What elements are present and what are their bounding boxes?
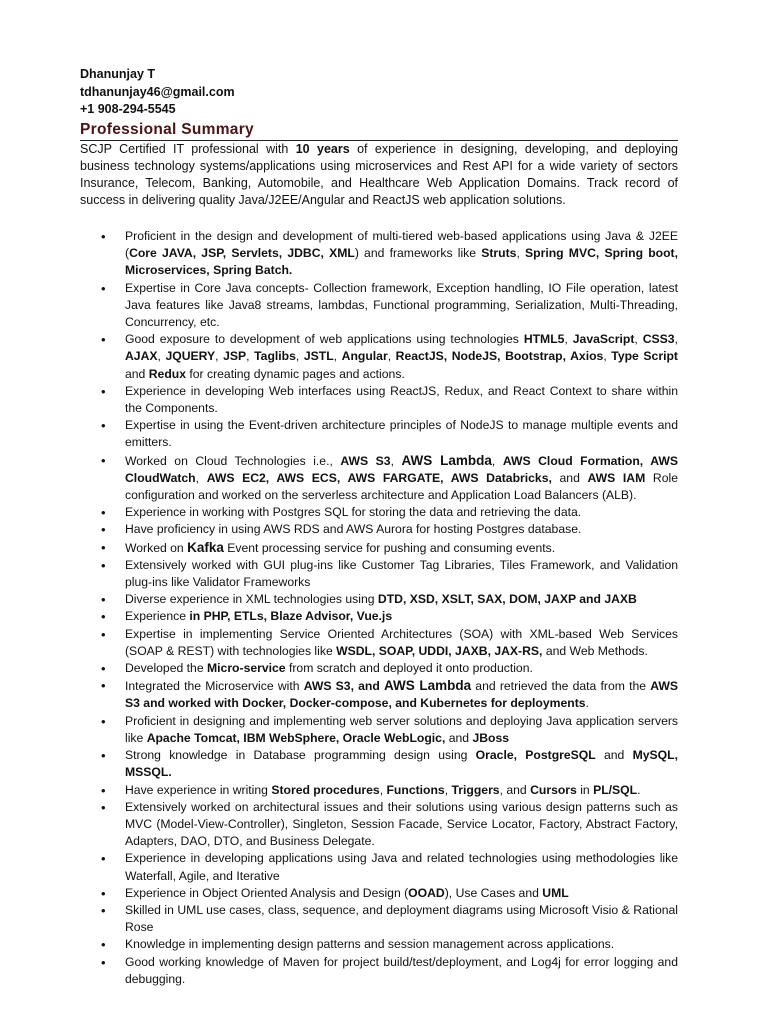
text: Experience in working with Postgres SQL for storing the data and retrieving the data. [125,505,582,520]
text: , [246,349,255,364]
text: Knowledge in implementing design patterns and session management across applications. [125,937,615,952]
bold-text: JSP [223,349,247,364]
text: Developed the [125,661,207,676]
bold-text: Stored procedures [271,782,380,797]
text: , [379,782,387,797]
text: and [125,366,149,381]
bold-text: JBoss [472,730,510,745]
bullet-item [80,782,678,799]
bold-text: Struts [481,246,517,261]
bold-text: CSS3 [642,332,675,347]
section-heading-professional-summary: Professional Summary [80,120,678,141]
candidate-email: tdhanunjay46@gmail.com [80,84,235,99]
text: , [444,782,452,797]
bold-text: DTD, XSD, XSLT, SAX, DOM, JAXP and JAXB [377,592,637,607]
text: Expertise in Core Java concepts- Collection framework, Exception handling, IO File operation, latest Java features like Java8 streams, lambdas, Functional programming, Serialization, Multi-Threading, Concurrency, etc. [125,280,678,330]
candidate-name: Dhanunjay T [80,67,156,81]
bold-text: JSTL [303,349,334,364]
text: ), Use Cases and [444,885,543,900]
bullet-item [80,228,678,280]
bullet-item [80,902,678,936]
bold-text: MySQL, MSSQL. [125,748,678,780]
contact-block [80,66,235,119]
bullet-item [80,417,678,451]
bold-text: AWS EC2, AWS ECS, AWS FARGATE, AWS Databricks, [206,470,552,485]
text: and retrieved the data from the [471,679,651,694]
text: , [674,332,678,347]
bullet-item [80,280,678,332]
text: , [390,453,402,468]
text: Expertise in using the Event-driven architecture principles of NodeJS to manage multiple events and emitters. [125,418,678,450]
text: of experience in designing, developing, and deploying business technology systems/applications using microservices and Rest API for a wide variety of sectors Insurance, Telecom, Banking, Automobile, and Healthcare Web Application Domains. Track record of success in delivering quality Java/J2EE/Angular and ReactJS web application solutions. [80,142,678,207]
bullet-item [80,850,678,884]
bullet-item [80,608,678,625]
text: Have experience in writing [125,782,272,797]
text: . [585,696,589,711]
bold-text: Angular [341,349,388,364]
text: Experience [125,609,190,624]
bold-text: in PHP, ETLs, Blaze Advisor, Vue.js [189,609,393,624]
text: Diverse experience in XML technologies using [125,592,378,607]
bold-text: Taglibs [254,349,296,364]
bold-text: UML [542,885,569,900]
bold-text: Micro-service [207,661,286,676]
bold-text: PL/SQL [593,782,638,797]
bullet-item [80,799,678,851]
text: Good working knowledge of Maven for project build/test/deployment, and Log4j for error logging and debugging. [125,954,678,986]
text: , [634,332,643,347]
candidate-phone: +1 908-294-5545 [80,102,176,116]
bold-text: HTML5 [523,332,565,347]
bullet-item [80,591,678,608]
bullet-item [80,626,678,660]
text: for creating dynamic pages and actions. [185,366,405,381]
bullet-item [80,539,678,557]
text: Role configuration and worked on the serverless architecture and Application Load Balancers (ALB). [125,470,678,503]
text: from scratch and deployed it onto production. [285,661,533,676]
bullet-item [80,331,678,383]
text: Proficient in the design and development of multi-tiered web-based applications using Java & J2EE ( [125,229,678,261]
text: and [551,470,588,485]
bold-text: 10 years [295,142,350,156]
text: Experience in developing applications using Java and related technologies using methodologies like Waterfall, Agile, and Iterative [125,851,678,883]
bold-text: Core JAVA, JSP, Servlets, JDBC, XML [129,246,355,261]
bold-text: Spring MVC, Spring boot, Microservices, Spring Batch. [125,246,679,278]
text: and [445,730,473,745]
text: and Web Methods. [542,643,648,658]
bullet-item [80,954,678,988]
text: Integrated the Microservice with [125,679,304,694]
text: ) and frameworks like [354,246,482,261]
bold-text: AWS Cloud Formation, AWS CloudWatch [125,453,678,485]
bold-text: WSDL, SOAP, UDDI, JAXB, JAX-RS, [336,643,543,658]
text: Strong knowledge in Database programming design using [125,748,476,763]
bold-text: AWS IAM [587,470,646,485]
text: , [491,453,503,468]
bullet-item [80,885,678,902]
bullet-item [80,521,678,538]
text: Event processing service for pushing and consuming events. [223,540,556,555]
text: , [333,349,342,364]
bold-text: OOAD [408,885,445,900]
text: and [595,748,633,763]
bold-text: Cursors [530,782,577,797]
bullet-item [80,452,678,505]
bullet-item [80,504,678,521]
text: , [215,349,224,364]
text: , [603,349,612,364]
text: , [564,332,573,347]
text: Worked on Cloud Technologies i.e., [125,453,341,468]
text: Experience in developing Web interfaces using ReactJS, Redux, and React Context to share within the Components. [125,383,678,416]
text: , [195,470,207,485]
bold-text: AWS S3 and worked with Docker, Docker-compose, and Kubernetes for deployments [125,679,678,711]
text: Extensively worked with GUI plug-ins like Customer Tag Libraries, Tiles Framework, and Validation plug-ins like Validator Frameworks [125,557,678,590]
bold-text: JavaScript [572,332,635,347]
text: , [516,246,526,261]
text: Worked on [125,540,188,555]
text: , [387,349,396,364]
text: Have proficiency in using AWS RDS and AWS Aurora for hosting Postgres database. [125,522,582,537]
bold-text: Triggers [451,782,500,797]
bold-text: AJAX [125,349,158,364]
bullet-item [80,713,678,747]
text: , [157,349,166,364]
bold-text: JQUERY [165,349,216,364]
bullet-item [80,383,678,417]
text: Good exposure to development of web applications using technologies [125,332,524,347]
text: , [295,349,304,364]
summary-paragraph [80,141,678,209]
bold-text: ReactJS, NodeJS, Bootstrap, Axios [395,349,604,364]
bold-text: Redux [148,366,186,381]
bold-text: AWS S3, and [303,679,385,694]
bold-text: AWS Lambda [401,452,492,468]
text: in [576,782,594,797]
bold-text: Type Script [611,349,678,364]
summary-bullet-list [80,228,678,988]
text: . [637,782,641,797]
bold-text: Oracle, PostgreSQL [475,748,596,763]
bold-text: AWS Lambda [384,678,472,694]
bold-text: Apache Tomcat, IBM WebSphere, Oracle WebLogic, [146,730,446,745]
text: Skilled in UML use cases, class, sequence, and deployment diagrams using Microsoft Visio & Rational Rose [125,902,678,935]
bullet-item [80,747,678,781]
bullet-item [80,557,678,591]
text: Extensively worked on architectural issues and their solutions using various design patterns such as MVC (Model-View-Controller), Singleton, Session Facade, Service Locator, Factory, Abstract Factory, Adapters, DAO, DTO, and Business Delegate. [125,799,678,849]
bullet-item [80,936,678,953]
text: Experience in Object Oriented Analysis and Design ( [125,885,409,900]
bold-text: Functions [386,782,445,797]
bullet-item [80,677,678,712]
text: , and [499,782,531,797]
text: Proficient in designing and implementing web server solutions and deploying Java application servers like [125,713,678,745]
text: Expertise in implementing Service Oriented Architectures (SOA) with XML-based Web Services (SOAP & REST) with technologies like [125,626,678,658]
bold-text: AWS S3 [340,453,391,468]
text: SCJP Certified IT professional with [80,142,296,156]
bold-text: Kafka [187,539,224,555]
bullet-item [80,660,678,677]
